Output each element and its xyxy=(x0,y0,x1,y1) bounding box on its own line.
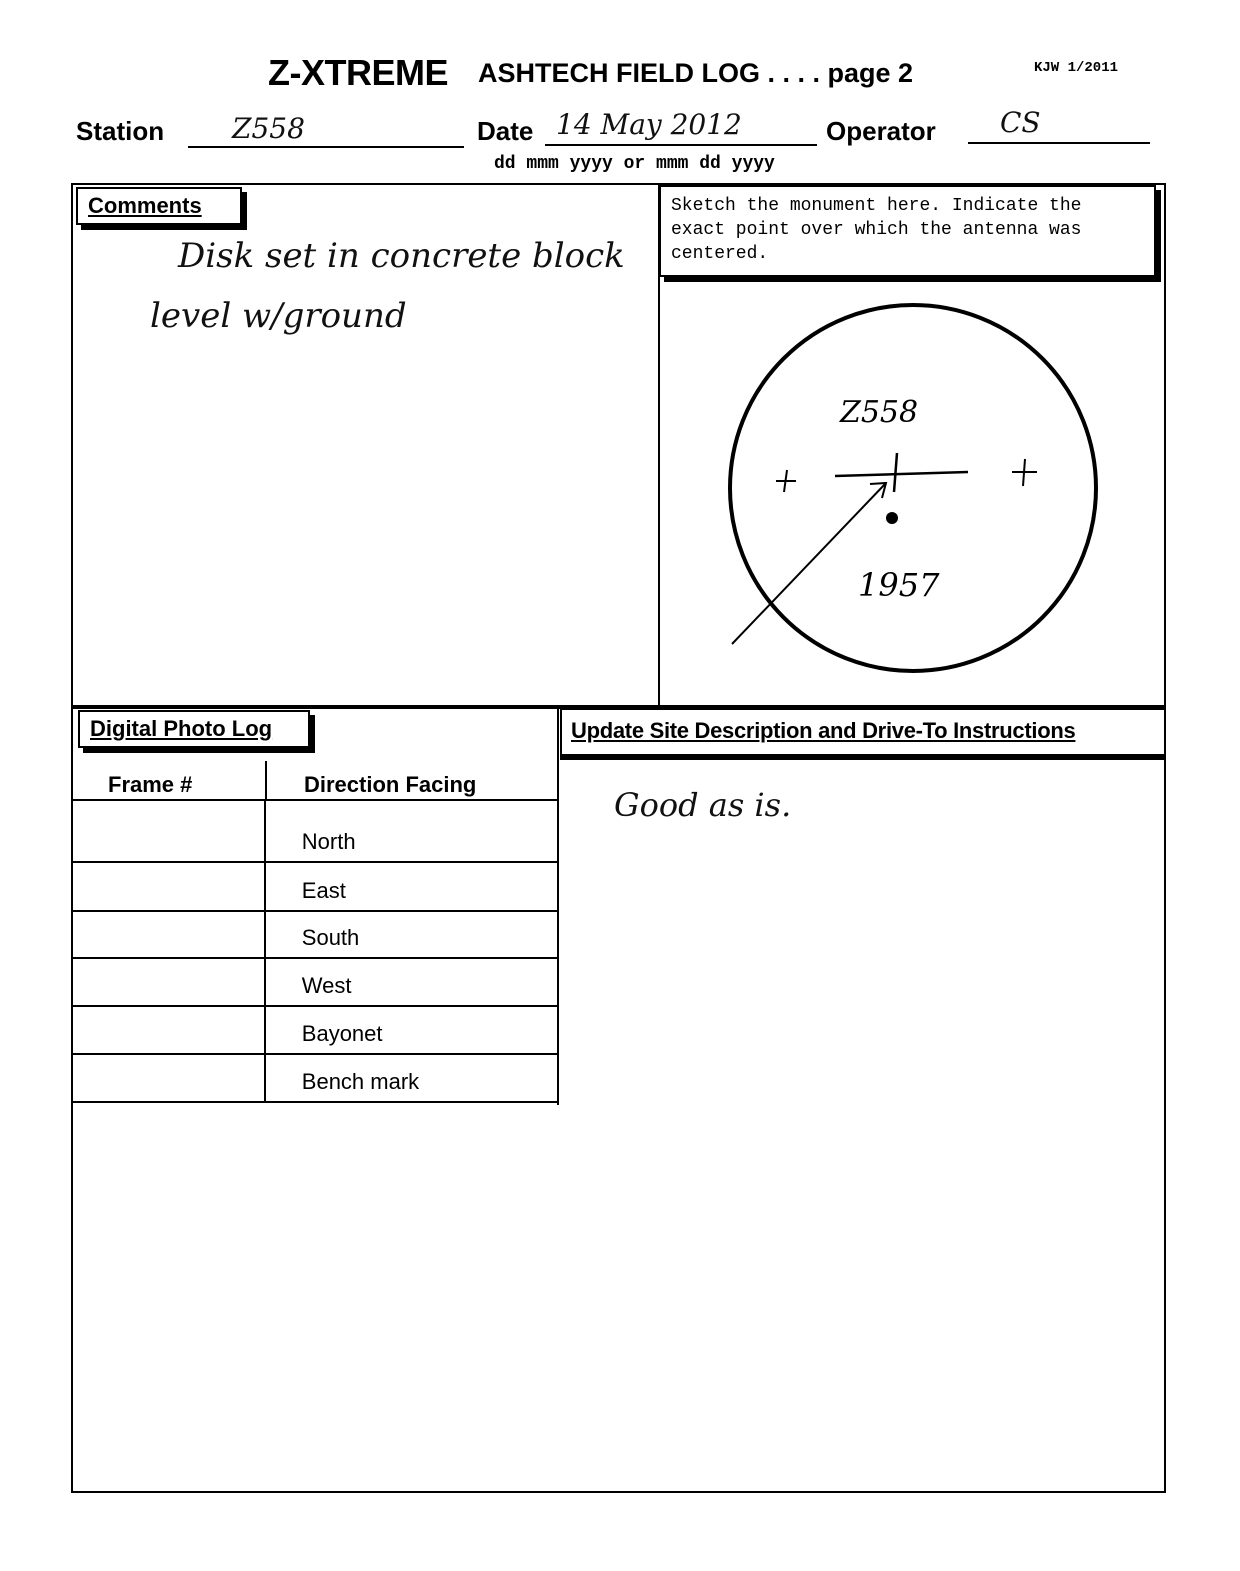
direction-cell: North xyxy=(265,801,559,862)
frame-cell[interactable] xyxy=(73,911,265,958)
comments-heading: Comments xyxy=(76,187,242,225)
header-column-divider xyxy=(265,761,267,801)
sketch-instructions-box xyxy=(659,185,1156,277)
update-heading: Update Site Description and Drive-To Instructions xyxy=(571,718,1076,743)
photo-row xyxy=(73,958,559,1006)
revision-code: KJW 1/2011 xyxy=(1034,60,1119,76)
operator-field[interactable] xyxy=(968,116,1150,144)
date-label: Date xyxy=(477,116,534,146)
direction-cell: Bench mark xyxy=(265,1054,559,1102)
date-value: 14 May 2012 xyxy=(556,108,742,141)
station-field[interactable] xyxy=(188,118,464,148)
update-text: Good as is. xyxy=(614,786,792,824)
photo-log-table xyxy=(73,801,559,1103)
direction-column-header: Direction Facing xyxy=(304,772,477,797)
station-value: Z558 xyxy=(232,112,305,145)
form-title: Z-XTREME xyxy=(268,52,448,93)
direction-cell: West xyxy=(265,958,559,1006)
comments-line-1: Disk set in concrete block xyxy=(178,236,625,276)
update-text-area[interactable] xyxy=(560,756,1162,1487)
reference-line xyxy=(835,472,968,476)
frame-cell[interactable] xyxy=(73,862,265,911)
photo-row xyxy=(73,862,559,911)
frame-cell[interactable] xyxy=(73,1006,265,1054)
photo-log-right-border xyxy=(557,708,559,1105)
direction-cell: East xyxy=(265,862,559,911)
center-dot xyxy=(886,512,898,524)
photo-row xyxy=(73,801,559,862)
sketch-instructions: Sketch the monument here. Indicate the exact point over which the antenna was centered. xyxy=(671,196,1082,264)
direction-cell: South xyxy=(265,911,559,958)
photo-row xyxy=(73,911,559,958)
photo-row xyxy=(73,1006,559,1054)
photo-log-heading: Digital Photo Log xyxy=(78,710,310,748)
direction-cell: Bayonet xyxy=(265,1006,559,1054)
update-heading-box xyxy=(560,708,1166,756)
frame-cell[interactable] xyxy=(73,1054,265,1102)
center-mark xyxy=(894,453,897,492)
date-format-hint: dd mmm yyyy or mmm dd yyyy xyxy=(494,154,775,174)
monument-sketch xyxy=(660,286,1160,704)
photo-row xyxy=(73,1054,559,1102)
form-subtitle: ASHTECH FIELD LOG . . . . page 2 xyxy=(478,58,914,88)
right-cross-vertical xyxy=(1023,459,1025,486)
frame-cell[interactable] xyxy=(73,801,265,862)
operator-value: CS xyxy=(1000,106,1041,139)
operator-label: Operator xyxy=(826,116,936,146)
frame-column-header: Frame # xyxy=(108,772,193,797)
sketch-label-top: Z558 xyxy=(840,395,919,430)
pointer-arrow xyxy=(732,483,886,644)
sketch-area[interactable] xyxy=(660,286,1160,704)
frame-cell[interactable] xyxy=(73,958,265,1006)
sketch-label-bottom: 1957 xyxy=(858,566,940,604)
comments-line-2: level w/ground xyxy=(150,296,407,336)
station-label: Station xyxy=(76,116,165,146)
